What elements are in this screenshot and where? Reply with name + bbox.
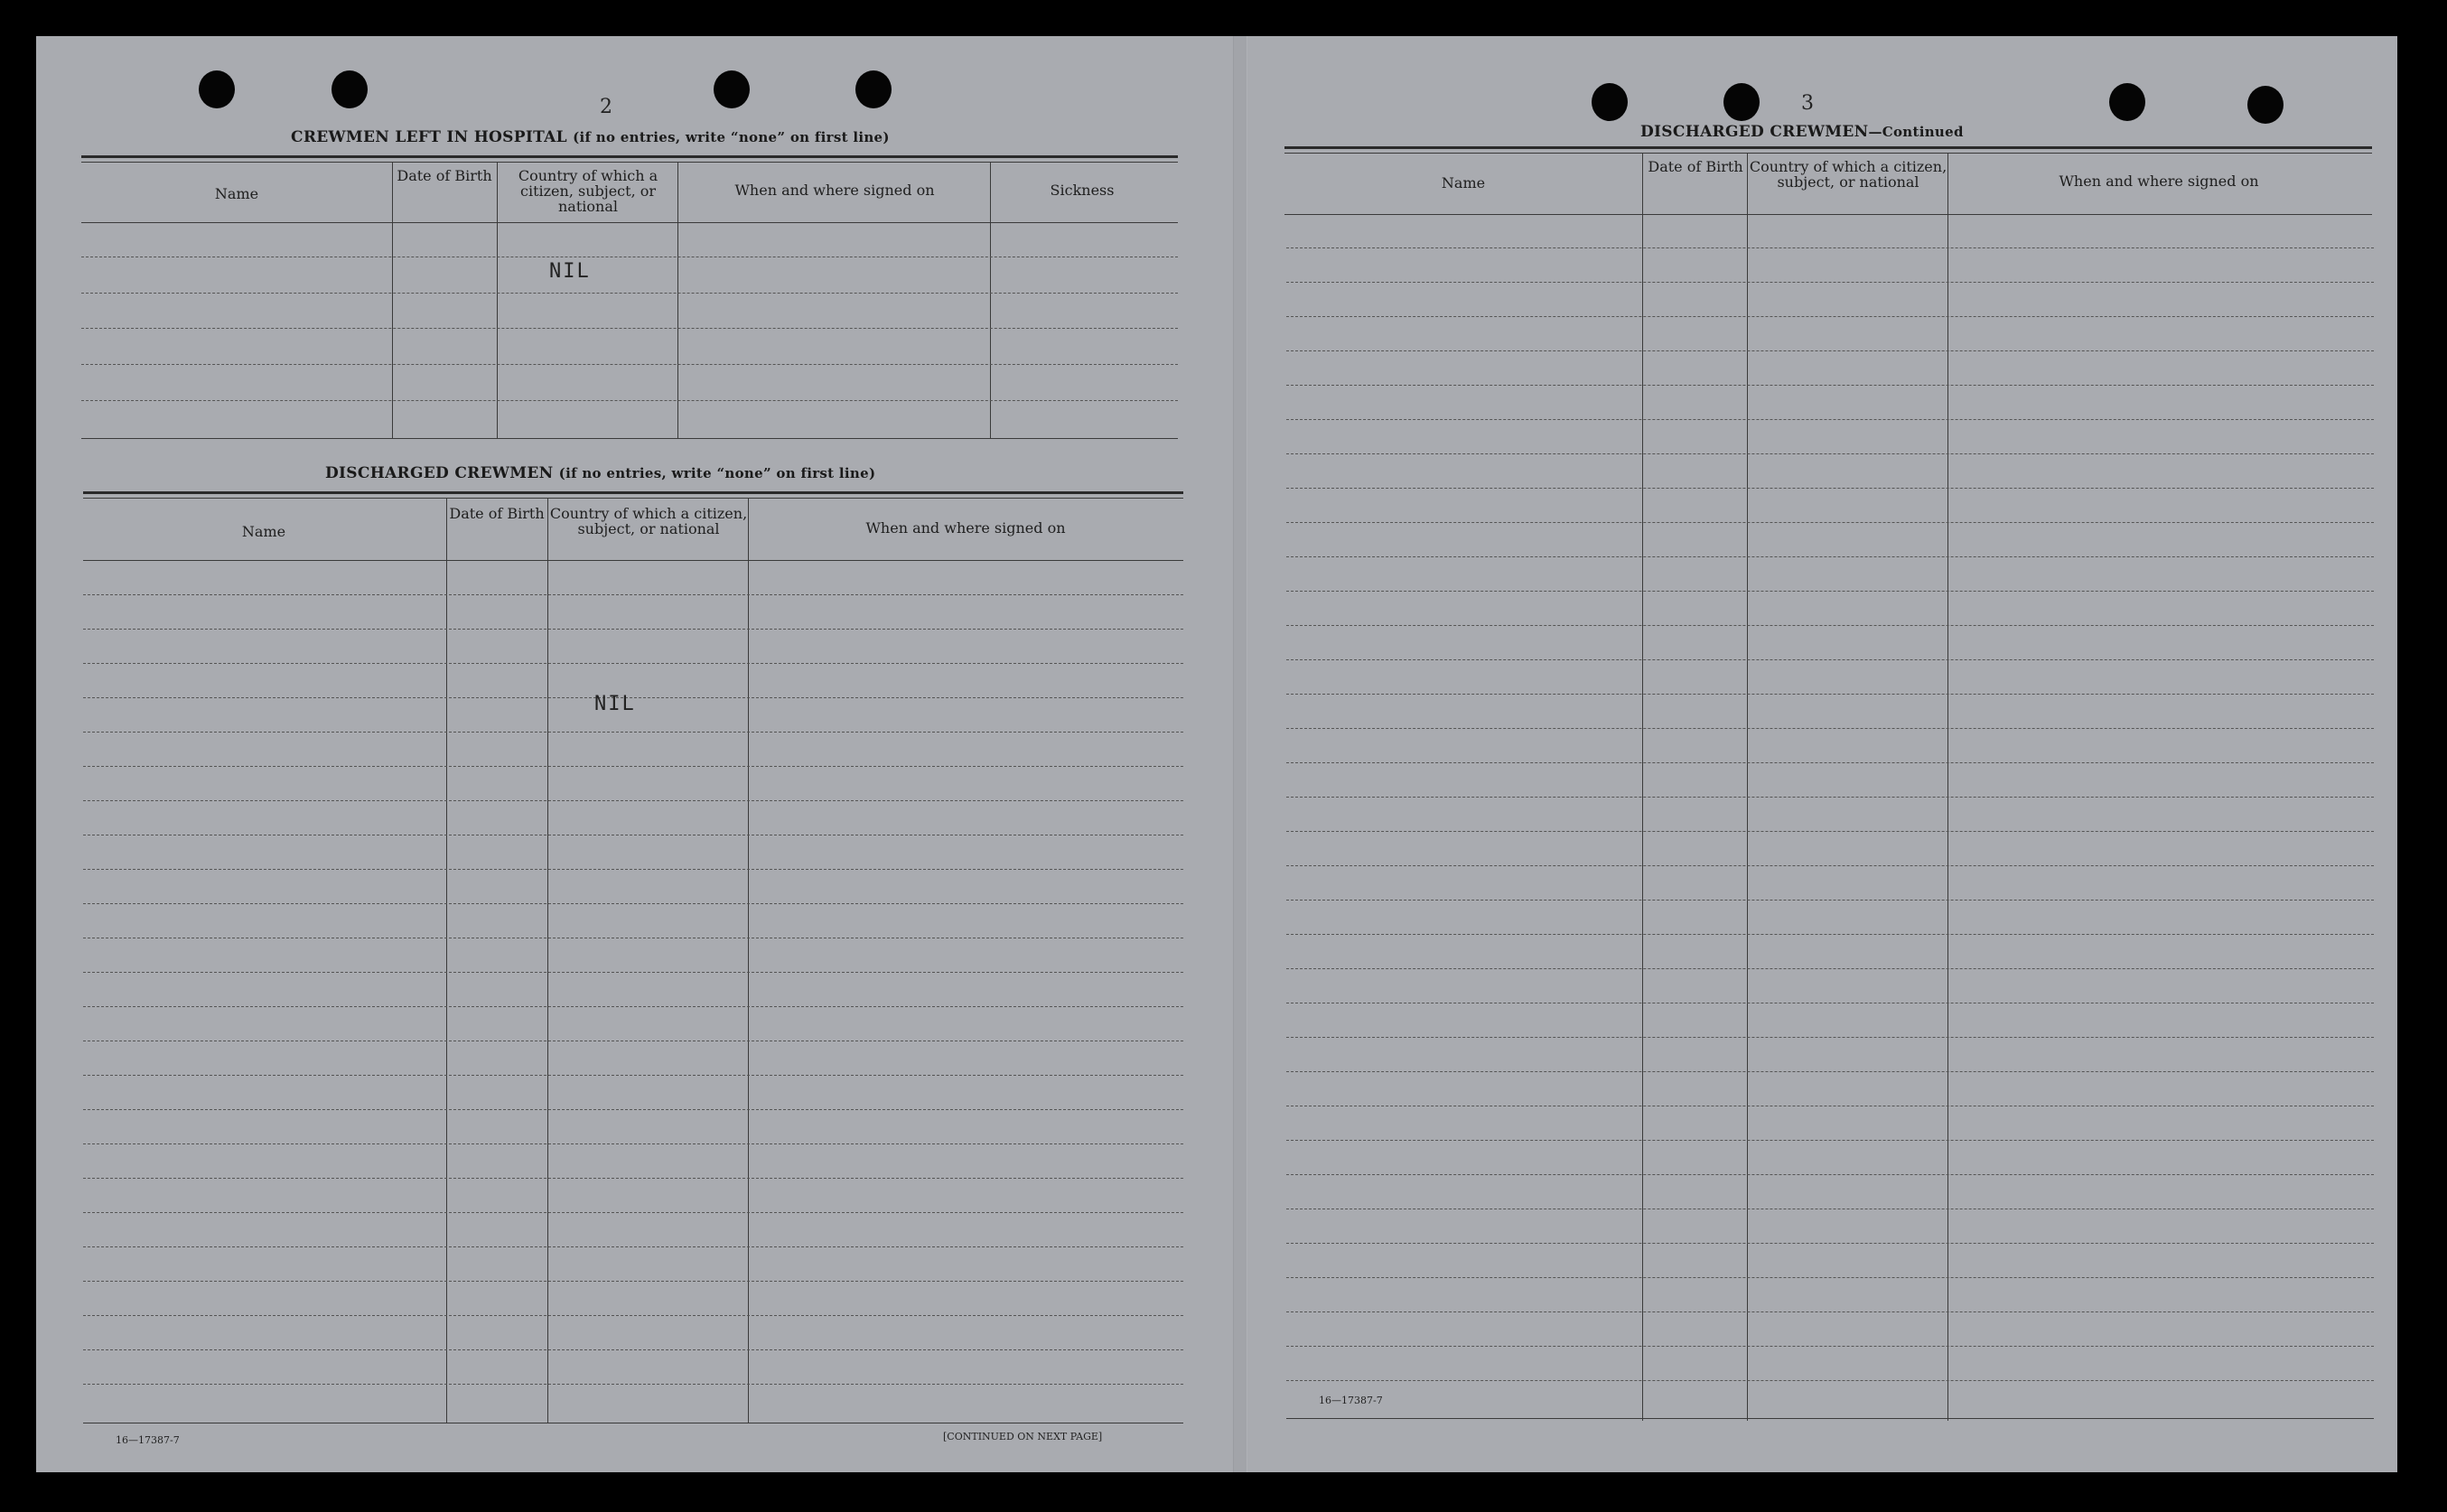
page-number: 3 (1801, 92, 1814, 115)
col-header-signed-on: When and where signed on (2059, 173, 2259, 190)
form-number: 16—17387-7 (116, 1434, 180, 1446)
col-header-name: Name (214, 185, 259, 202)
discharged-continued-title (1640, 123, 1964, 141)
punch-hole (1592, 83, 1628, 121)
punch-hole (1723, 83, 1760, 121)
page-number: 2 (600, 96, 612, 118)
document-sheet (36, 36, 2397, 1472)
col-header-country: Country of which a citizen, subject, or national (518, 167, 658, 215)
hospital-title: CREWMEN LEFT IN HOSPITAL (291, 128, 567, 146)
discharged-section-title (325, 464, 875, 482)
col-header-country: Country of which a citizen, subject, or national (1749, 158, 1947, 191)
col-header-name: Name (241, 523, 286, 540)
col-header-sickness: Sickness (1050, 182, 1115, 199)
hospital-note: (if no entries, write “none” on first line) (573, 129, 890, 145)
hospital-entry: NIL (549, 260, 591, 283)
punch-hole (332, 70, 368, 108)
hospital-section-title (291, 128, 890, 146)
col-header-dob: Date of Birth (397, 167, 492, 184)
discharged-title: DISCHARGED CREWMEN (1640, 123, 1869, 141)
punch-hole (199, 70, 235, 108)
col-header-dob: Date of Birth (1648, 158, 1743, 175)
col-header-country: Country of which a citizen, subject, or national (549, 505, 748, 537)
discharged-title: DISCHARGED CREWMEN (325, 464, 554, 482)
col-header-dob: Date of Birth (449, 505, 545, 522)
discharged-note: (if no entries, write “none” on first line) (558, 465, 876, 481)
punch-hole (2247, 86, 2284, 124)
punch-hole (2109, 83, 2145, 121)
col-header-signed-on: When and where signed on (865, 519, 1066, 537)
page-fold (1233, 36, 1247, 1472)
continued-suffix: —Continued (1868, 124, 1964, 140)
continued-note: [CONTINUED ON NEXT PAGE] (943, 1431, 1103, 1442)
col-header-name: Name (1441, 174, 1486, 191)
col-header-signed-on: When and where signed on (734, 182, 935, 199)
form-number: 16—17387-7 (1319, 1395, 1383, 1406)
discharged-entry: NIL (594, 693, 636, 715)
punch-hole (714, 70, 750, 108)
punch-hole (855, 70, 892, 108)
